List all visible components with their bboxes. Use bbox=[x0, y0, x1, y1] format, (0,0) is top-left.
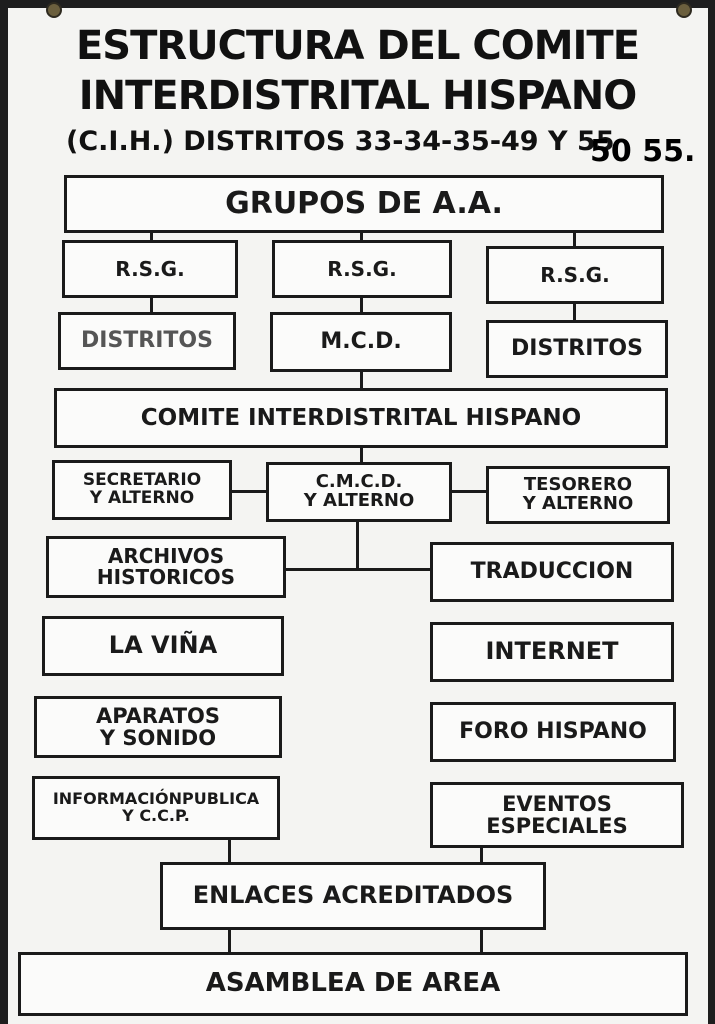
box-mcd: M.C.D. bbox=[270, 312, 452, 372]
box-eventos-especiales: EVENTOS ESPECIALES bbox=[430, 782, 684, 848]
box-tesorero: TESORERO Y ALTERNO bbox=[486, 466, 670, 524]
connector-line bbox=[573, 232, 576, 246]
box-distritos-right: DISTRITOS bbox=[486, 320, 668, 378]
box-informacion-publica: INFORMACIÓNPUBLICA Y C.C.P. bbox=[32, 776, 280, 840]
subtitle: (C.I.H.) DISTRITOS 33-34-35-49 Y 55 bbox=[66, 126, 615, 157]
grommet-left-icon bbox=[46, 2, 62, 18]
connector-line bbox=[232, 490, 268, 493]
box-traduccion: TRADUCCION bbox=[430, 542, 674, 602]
box-archivos-historicos: ARCHIVOS HISTORICOS bbox=[46, 536, 286, 598]
grommet-right-icon bbox=[676, 2, 692, 18]
box-cmcd: C.M.C.D. Y ALTERNO bbox=[266, 462, 452, 522]
title-line-1: ESTRUCTURA DEL COMITE bbox=[75, 23, 640, 69]
box-grupos: GRUPOS DE A.A. bbox=[64, 175, 664, 233]
connector-line bbox=[360, 298, 363, 312]
box-asamblea-de-area: ASAMBLEA DE AREA bbox=[18, 952, 688, 1016]
connector-line bbox=[228, 930, 231, 952]
box-rsg-center: R.S.G. bbox=[272, 240, 452, 298]
box-la-vina: LA VIÑA bbox=[42, 616, 284, 676]
connector-line bbox=[450, 490, 488, 493]
box-secretario: SECRETARIO Y ALTERNO bbox=[52, 460, 232, 520]
box-rsg-left: R.S.G. bbox=[62, 240, 238, 298]
connector-line bbox=[480, 846, 483, 862]
connector-line bbox=[480, 930, 483, 952]
box-enlaces-acreditados: ENLACES ACREDITADOS bbox=[160, 862, 546, 930]
box-internet: INTERNET bbox=[430, 622, 674, 682]
overlay-text: 50 55. bbox=[590, 134, 696, 169]
box-foro-hispano: FORO HISPANO bbox=[430, 702, 676, 762]
connector-line bbox=[286, 568, 432, 571]
box-comite-interdistrital: COMITE INTERDISTRITAL HISPANO bbox=[54, 388, 668, 448]
connector-line bbox=[356, 522, 359, 570]
title-line-2: INTERDISTRITAL HISPANO bbox=[78, 73, 637, 119]
connector-line bbox=[228, 840, 231, 862]
connector-line bbox=[573, 302, 576, 320]
box-distritos-left: DISTRITOS bbox=[58, 312, 236, 370]
box-aparatos-sonido: APARATOS Y SONIDO bbox=[34, 696, 282, 758]
box-rsg-right: R.S.G. bbox=[486, 246, 664, 304]
connector-line bbox=[150, 298, 153, 312]
